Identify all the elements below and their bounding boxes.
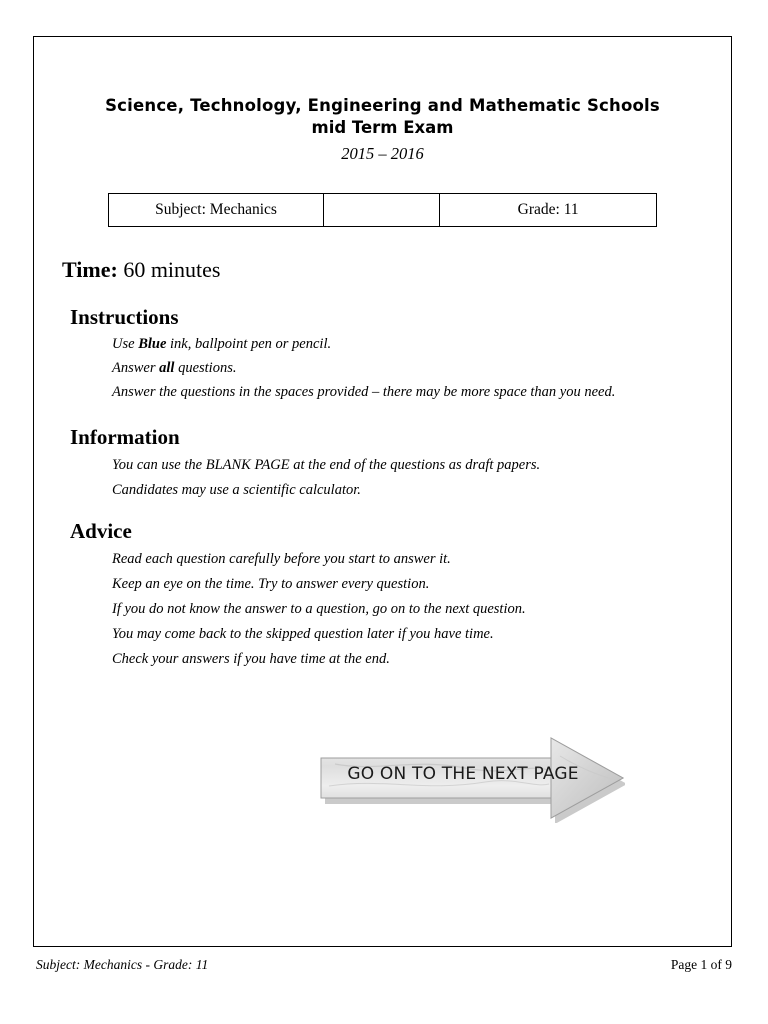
advice-line: If you do not know the answer to a question, go on to the next question. bbox=[112, 601, 526, 617]
instruction-line: Answer the questions in the spaces provided – there may be more space than you need. bbox=[112, 384, 616, 400]
next-page-banner bbox=[305, 728, 625, 823]
exam-name: mid Term Exam bbox=[311, 118, 454, 137]
advice-line: Keep an eye on the time. Try to answer every question. bbox=[112, 576, 430, 592]
advice-body bbox=[112, 548, 701, 670]
information-heading: Information bbox=[70, 425, 180, 449]
instructions-body bbox=[112, 334, 701, 403]
advice-line: Read each question carefully before you start to answer it. bbox=[112, 551, 451, 567]
school-name: Science, Technology, Engineering and Mathematic Schools bbox=[105, 96, 660, 115]
time-value: 60 minutes bbox=[123, 257, 221, 282]
grade-cell: Grade: 11 bbox=[440, 194, 657, 227]
page-footer bbox=[36, 957, 732, 973]
exam-heading bbox=[64, 95, 701, 167]
next-page-label: GO ON TO THE NEXT PAGE bbox=[347, 764, 579, 784]
footer-page-number: Page 1 of 9 bbox=[670, 957, 732, 972]
information-line: Candidates may use a scientific calculator. bbox=[112, 482, 361, 498]
time-allowed bbox=[62, 257, 701, 283]
time-label: Time: bbox=[62, 257, 118, 282]
information-body bbox=[112, 454, 701, 501]
advice-line: Check your answers if you have time at the end. bbox=[112, 651, 390, 667]
information-line: You can use the BLANK PAGE at the end of the questions as draft papers. bbox=[112, 457, 541, 473]
instructions-heading: Instructions bbox=[70, 305, 179, 329]
academic-year: 2015 – 2016 bbox=[341, 144, 424, 163]
subject-cell: Subject: Mechanics bbox=[109, 194, 324, 227]
blank-cell bbox=[324, 194, 440, 227]
instruction-line: Answer all questions. bbox=[112, 360, 237, 376]
footer-subject-grade: Subject: Mechanics - Grade: 11 bbox=[36, 957, 209, 972]
instruction-line: Use Blue ink, ballpoint pen or pencil. bbox=[112, 336, 332, 352]
advice-heading: Advice bbox=[70, 519, 132, 543]
subject-grade-table bbox=[108, 193, 657, 227]
table-row bbox=[109, 194, 657, 227]
advice-line: You may come back to the skipped question later if you have time. bbox=[112, 626, 494, 642]
